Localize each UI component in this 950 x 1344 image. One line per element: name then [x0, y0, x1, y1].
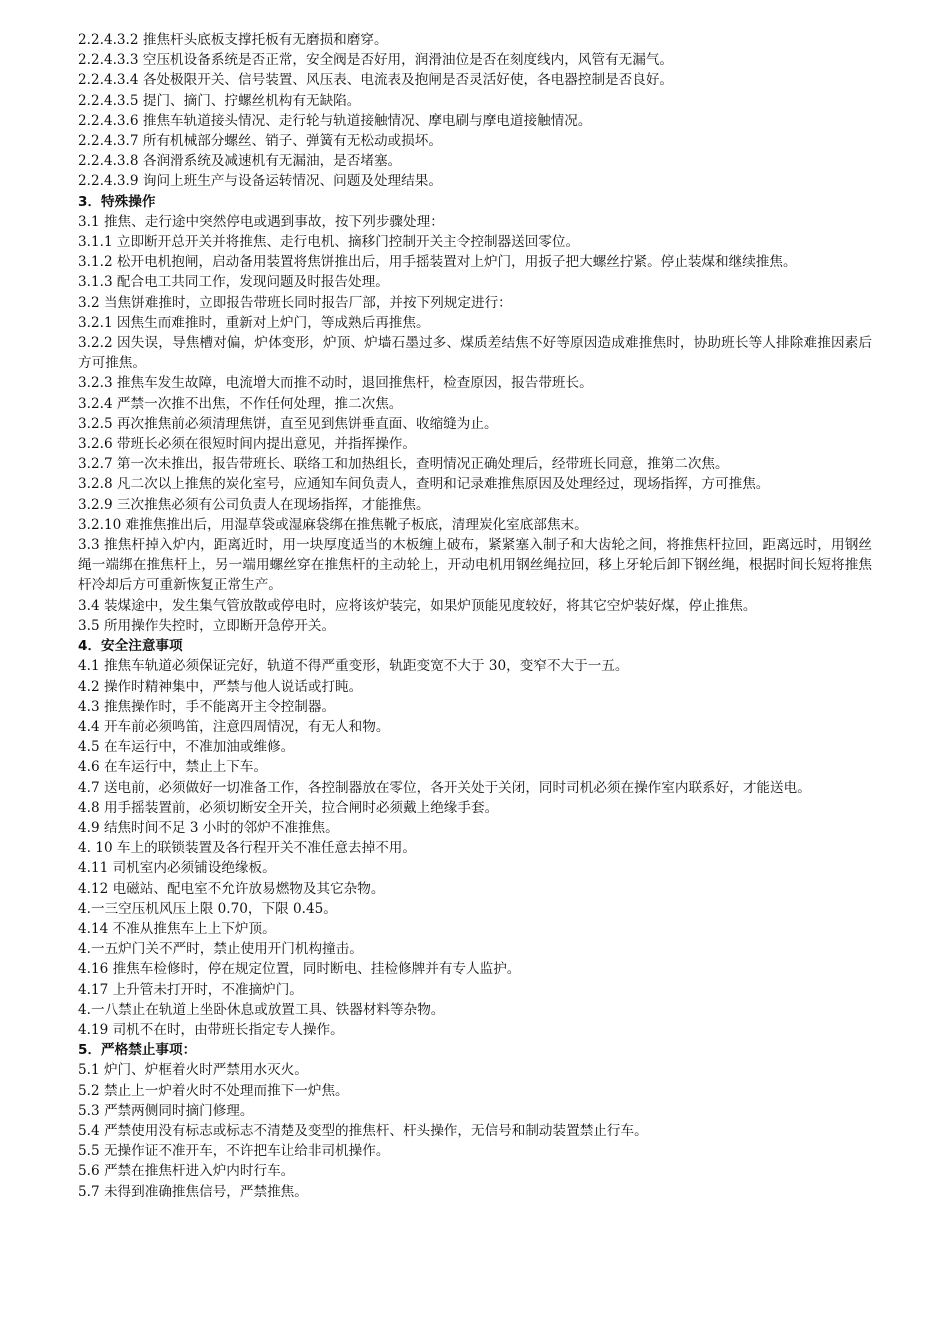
- paragraph: 3.2.2 因失误，导焦槽对偏，炉体变形，炉顶、炉墙石墨过多、煤质差结焦不好等原因造成难推焦时，协助班长等人排除难推因素后方可推焦。: [78, 335, 872, 372]
- paragraph: 3.2.4 严禁一次推不出焦，不作任何处理，推二次焦。: [78, 395, 403, 412]
- paragraph: 5.4 严禁使用没有标志或标志不清楚及变型的推焦杆、杆头操作，无信号和制动装置禁止行车。: [78, 1122, 648, 1139]
- paragraph: 4.一五炉门关不严时，禁止使用开门机构撞击。: [78, 941, 363, 958]
- paragraph: 3.1 推焦、走行途中突然停电或遇到事故，按下列步骤处理：: [78, 213, 444, 230]
- paragraph: 4.7 送电前，必须做好一切准备工作，各控制器放在零位，各开关处于关闭，同时司机必须在操作室内联系好，才能送电。: [78, 779, 811, 796]
- paragraph: 3.2.10 难推焦推出后，用湿草袋或湿麻袋绑在推焦靴子板底，清理炭化室底部焦末。: [78, 516, 588, 533]
- paragraph: 4.17 上升管未打开时，不准摘炉门。: [78, 981, 303, 998]
- paragraph: 4.9 结焦时间不足 3 小时的邻炉不准推焦。: [78, 819, 339, 836]
- paragraph: 4.11 司机室内必须铺设绝缘板。: [78, 860, 276, 877]
- section-heading: 3．特殊操作: [78, 193, 156, 210]
- paragraph: 4.14 不准从推焦车上上下炉顶。: [78, 920, 276, 937]
- paragraph: 3.3 推焦杆掉入炉内，距离近时，用一块厚度适当的木板缠上破布，紧紧塞入制子和大齿轮之间，将推焦杆拉回，距离远时，用钢丝绳一端绑在推焦杆上，另一端用螺丝穿在推焦杆的主动轮上，开动电机用钢丝绳拉回，移上牙轮后卸下钢丝绳，根据时间长短将推焦杆冷却后方可重新恢复正常生产。: [78, 537, 872, 594]
- paragraph: 4.4 开车前必须鸣笛，注意四周情况，有无人和物。: [78, 718, 390, 735]
- paragraph: 3.2.6 带班长必须在很短时间内提出意见，并指挥操作。: [78, 436, 416, 453]
- paragraph: 2.2.4.3.6 推焦车轨道接头情况、走行轮与轨道接触情况、摩电刷与摩电道接触情况。: [78, 112, 592, 129]
- paragraph: 2.2.4.3.7 所有机械部分螺丝、销子、弹簧有无松动或损坏。: [78, 133, 442, 150]
- paragraph: 4.3 推焦操作时，手不能离开主令控制器。: [78, 698, 336, 715]
- paragraph: 3.2.9 三次推焦必须有公司负责人在现场指挥，才能推焦。: [78, 496, 430, 513]
- paragraph: 3.4 装煤途中，发生集气管放散或停电时，应将该炉装完，如果炉顶能见度较好，将其它空炉装好煤，停止推焦。: [78, 597, 757, 614]
- paragraph: 5.6 严禁在推焦杆进入炉内时行车。: [78, 1163, 295, 1180]
- paragraph: 3.2.7 第一次未推出，报告带班长、联络工和加热组长，查明情况正确处理后，经带班长同意，推第二次焦。: [78, 456, 729, 473]
- paragraph: 3.1.3 配合电工共同工作，发现问题及时报告处理。: [78, 274, 389, 291]
- section-heading: 4．安全注意事项: [78, 638, 183, 655]
- paragraph: 5.7 未得到准确推焦信号，严禁推焦。: [78, 1183, 308, 1200]
- paragraph: 2.2.4.3.9 询问上班生产与设备运转情况、问题及处理结果。: [78, 173, 442, 190]
- paragraph: 4.12 电磁站、配电室不允许放易燃物及其它杂物。: [78, 880, 385, 897]
- paragraph: 3.2.5 再次推焦前必须清理焦饼，直至见到焦饼垂直面、收缩缝为止。: [78, 415, 498, 432]
- paragraph: 3.2.1 因焦生而难推时，重新对上炉门，等成熟后再推焦。: [78, 314, 430, 331]
- paragraph: 5.3 严禁两侧同时摘门修理。: [78, 1102, 254, 1119]
- paragraph: 4.1 推焦车轨道必须保证完好，轨道不得严重变形，轨距变宽不大于 30，变窄不大于一五。: [78, 658, 629, 675]
- paragraph: 2.2.4.3.8 各润滑系统及减速机有无漏油，是否堵塞。: [78, 153, 402, 170]
- paragraph: 5.5 无操作证不准开车，不许把车让给非司机操作。: [78, 1143, 390, 1160]
- paragraph: 4.8 用手摇装置前，必须切断安全开关，拉合闸时必须戴上绝缘手套。: [78, 799, 499, 816]
- paragraph: 4.2 操作时精神集中，严禁与他人说话或打盹。: [78, 678, 363, 695]
- paragraph: 5.1 炉门、炉框着火时严禁用水灭火。: [78, 1062, 308, 1079]
- paragraph: 4.5 在车运行中，不准加油或维修。: [78, 739, 295, 756]
- paragraph: 4.一八禁止在轨道上坐卧休息或放置工具、铁器材料等杂物。: [78, 1001, 445, 1018]
- document-page: [78, 30, 872, 1202]
- paragraph: 4.16 推焦车检修时，停在规定位置，同时断电、挂检修牌并有专人监护。: [78, 961, 521, 978]
- paragraph: 3.1.2 松开电机抱闸，启动备用装置将焦饼推出后，用手摇装置对上炉门，用扳子把大螺丝拧紧。停止装煤和继续推焦。: [78, 254, 797, 271]
- paragraph: 2.2.4.3.2 推焦杆头底板支撑托板有无磨损和磨穿。: [78, 32, 388, 48]
- section-heading: 5．严格禁止事项：: [78, 1042, 197, 1059]
- paragraph: 2.2.4.3.4 各处极限开关、信号装置、风压表、电流表及抱闸是否灵活好使，各电器控制是否良好。: [78, 72, 674, 89]
- paragraph: 3.2 当焦饼难推时，立即报告带班长同时报告厂部，并按下列规定进行：: [78, 294, 512, 311]
- paragraph: 2.2.4.3.3 空压机设备系统是否正常，安全阀是否好用，润滑油位是否在刻度线内，风管有无漏气。: [78, 52, 674, 69]
- paragraph: 3.2.8 凡二次以上推焦的炭化室号，应通知车间负责人，查明和记录难推焦原因及处理经过，现场指挥，方可推焦。: [78, 476, 770, 493]
- paragraph: 3.2.3 推焦车发生故障，电流增大而推不动时，退回推焦杆，检查原因，报告带班长。: [78, 375, 593, 392]
- paragraph: 4.6 在车运行中，禁止上下车。: [78, 759, 268, 776]
- paragraph: 4. 10 车上的联锁装置及各行程开关不准任意去掉不用。: [78, 840, 416, 857]
- paragraph: 3.1.1 立即断开总开关并将推焦、走行电机、摘移门控制开关主令控制器送回零位。: [78, 234, 580, 251]
- paragraph: 2.2.4.3.5 提门、摘门、拧螺丝机构有无缺陷。: [78, 92, 361, 109]
- paragraph: 4.19 司机不在时，由带班长指定专人操作。: [78, 1021, 344, 1038]
- paragraph: 5.2 禁止上一炉着火时不处理而推下一炉焦。: [78, 1082, 349, 1099]
- paragraph: 3.5 所用操作失控时，立即断开急停开关。: [78, 617, 336, 634]
- paragraph: 4.一三空压机风压上限 0.70，下限 0.45。: [78, 900, 337, 917]
